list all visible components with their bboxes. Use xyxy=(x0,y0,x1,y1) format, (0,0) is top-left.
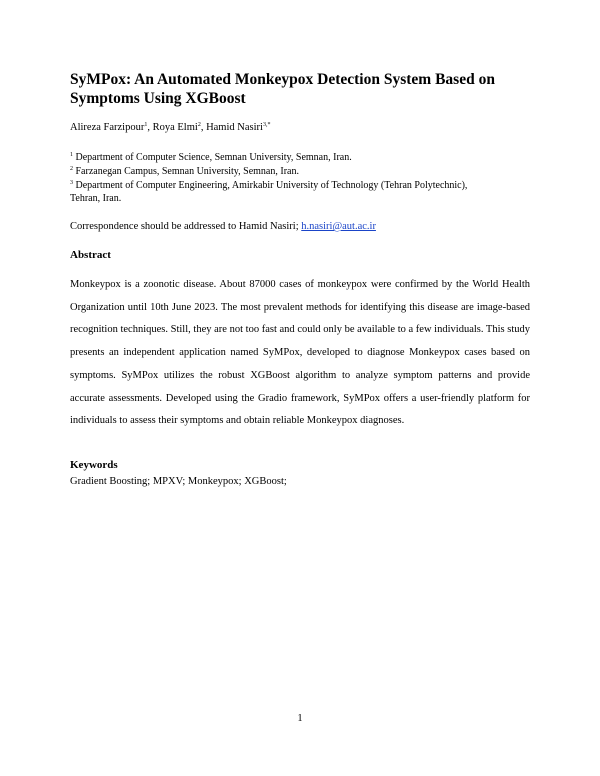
affiliation xyxy=(70,165,540,178)
affiliation-text: Department of Computer Science, Semnan University, Semnan, Iran. xyxy=(75,152,352,163)
abstract-text: Monkeypox is a zoonotic disease. About 87000 cases of monkeypox were confirmed by the World Health Organization until 10th June 2023. The most prevalent methods for identifying this disease are image-based recognition techniques. Still, they are not too fast and could only be available to a few individuals. This study presents an independent application named SyMPox, developed to diagnose Monkeypox cases based on symptoms. SyMPox utilizes the robust XGBoost algorithm to analyze symptom patterns and provide accurate assessments. Developed using the Gradio framework, SyMPox offers a user-friendly platform for individuals to assess their symptoms and obtain reliable Monkeypox diagnoses. xyxy=(70,279,530,427)
abstract-heading: Abstract xyxy=(70,249,111,261)
correspondence-prefix: Correspondence should be addressed to Hamid Nasiri; xyxy=(70,221,302,232)
author-affil-marker: 1 xyxy=(144,122,148,128)
correspondence-email-link[interactable]: h.nasiri@aut.ac.ir xyxy=(301,221,376,232)
affiliation-number: 2 xyxy=(70,166,73,172)
author-name: Roya Elmi xyxy=(152,122,198,133)
affiliation-number: 1 xyxy=(70,152,73,158)
author-list xyxy=(70,121,270,135)
author-separator: , xyxy=(200,122,207,133)
page-number: 1 xyxy=(297,713,303,724)
author-name: Alireza Farzipour xyxy=(70,122,145,133)
author-affil-marker: 3,* xyxy=(262,122,271,128)
affiliation xyxy=(70,151,540,164)
keywords-heading: Keywords xyxy=(70,459,118,471)
affiliation xyxy=(70,179,540,205)
affiliation-text-continued: Tehran, Iran. xyxy=(70,193,122,204)
correspondence xyxy=(70,220,376,234)
affiliation-text: Department of Computer Engineering, Amirkabir University of Technology (Tehran Polytechnic), xyxy=(75,180,468,191)
author-separator: , xyxy=(147,122,153,133)
paper-title: SyMPox: An Automated Monkeypox Detection System Based on Symptoms Using XGBoost xyxy=(70,71,495,107)
keywords-text: Gradient Boosting; MPXV; Monkeypox; XGBoost; xyxy=(70,476,287,487)
author-affil-marker: 2 xyxy=(197,122,201,128)
author-name: Hamid Nasiri xyxy=(206,122,263,133)
affiliation-number: 3 xyxy=(70,180,73,186)
affiliation-text: Farzanegan Campus, Semnan University, Semnan, Iran. xyxy=(75,166,299,177)
